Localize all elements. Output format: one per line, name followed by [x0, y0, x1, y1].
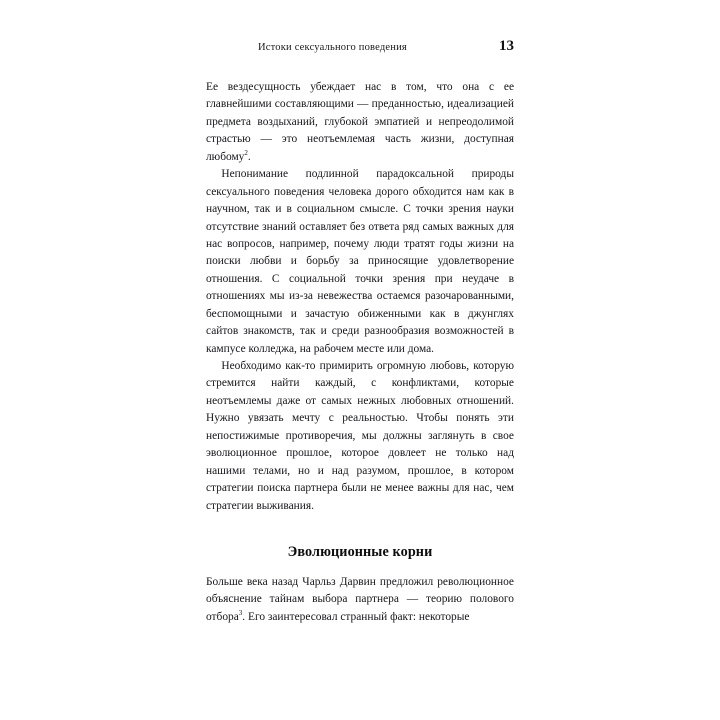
paragraph-4	[206, 574, 514, 626]
paragraph-3: Необходимо как-то примирить огромную любовь, которую стремится найти каждый, с конфликтами, которые неотъемлемы даже от самых нежных любовных отношений. Нужно увязать мечту с реальностью. Чтобы понять эти непостижимые противоречия, мы должны заглянуть в свое эволюционное прошлое, которое довлеет не только над нашими телами, но и над разумом, прошлое, в котором стратегии поиска партнера были не менее важны для нас, чем стратегии выживания.	[206, 360, 514, 512]
page-text-column	[206, 38, 514, 626]
footnote-marker-2: 3	[238, 609, 243, 618]
running-head	[206, 38, 514, 55]
paragraph-4-text-part-2: . Его заинтересовал странный факт: некоторые	[242, 610, 470, 623]
paragraph-1: Ее вездесущность убеждает нас в том, что она с ее главнейшими составляющими — преданностью, идеализацией предмета воздыханий, глубокой эмпатией и непреодолимой страстью — это неотъемлемая часть жизни, доступная любому$^2$.	[206, 81, 514, 163]
footnote-marker-1: 2	[244, 148, 248, 157]
paragraph-4-text-part-1: Больше века назад Чарльз Дарвин предложил революционное объяснение тайнам выбора партнера — теорию полового отбора	[206, 575, 514, 623]
page-number: 13	[499, 38, 514, 54]
paragraph-1-text: Ее вездесущность убеждает нас в том, что она с ее главнейшими составляющими — преданностью, идеализацией предмета воздыханий, глубокой эмпатией и непреодолимой страстью — это неотъемлемая часть жизни, доступная любому	[206, 81, 514, 163]
paragraph-2: Непонимание подлинной парадоксальной природы сексуального поведения человека дорого обходится нам как в научном, так и в социальном смысле. С точки зрения науки отсутствие знаний оставляет без ответа ряд самых важных для нас вопросов, например, почему люди тратят годы жизни на поиски любви и борьбу за приносящие удовлетворение отношения. С социальной точки зрения при неудаче в отношениях мы из-за невежества остаемся разочарованными, беспомощными и зачастую обиженными как в джунглях сайтов знакомств, так и среди разнообразия возможностей в кампусе колледжа, на рабочем месте или дома.	[206, 168, 514, 355]
running-head-title: Истоки сексуального поведения	[258, 42, 407, 53]
section-heading: Эволюционные корни	[287, 543, 433, 560]
